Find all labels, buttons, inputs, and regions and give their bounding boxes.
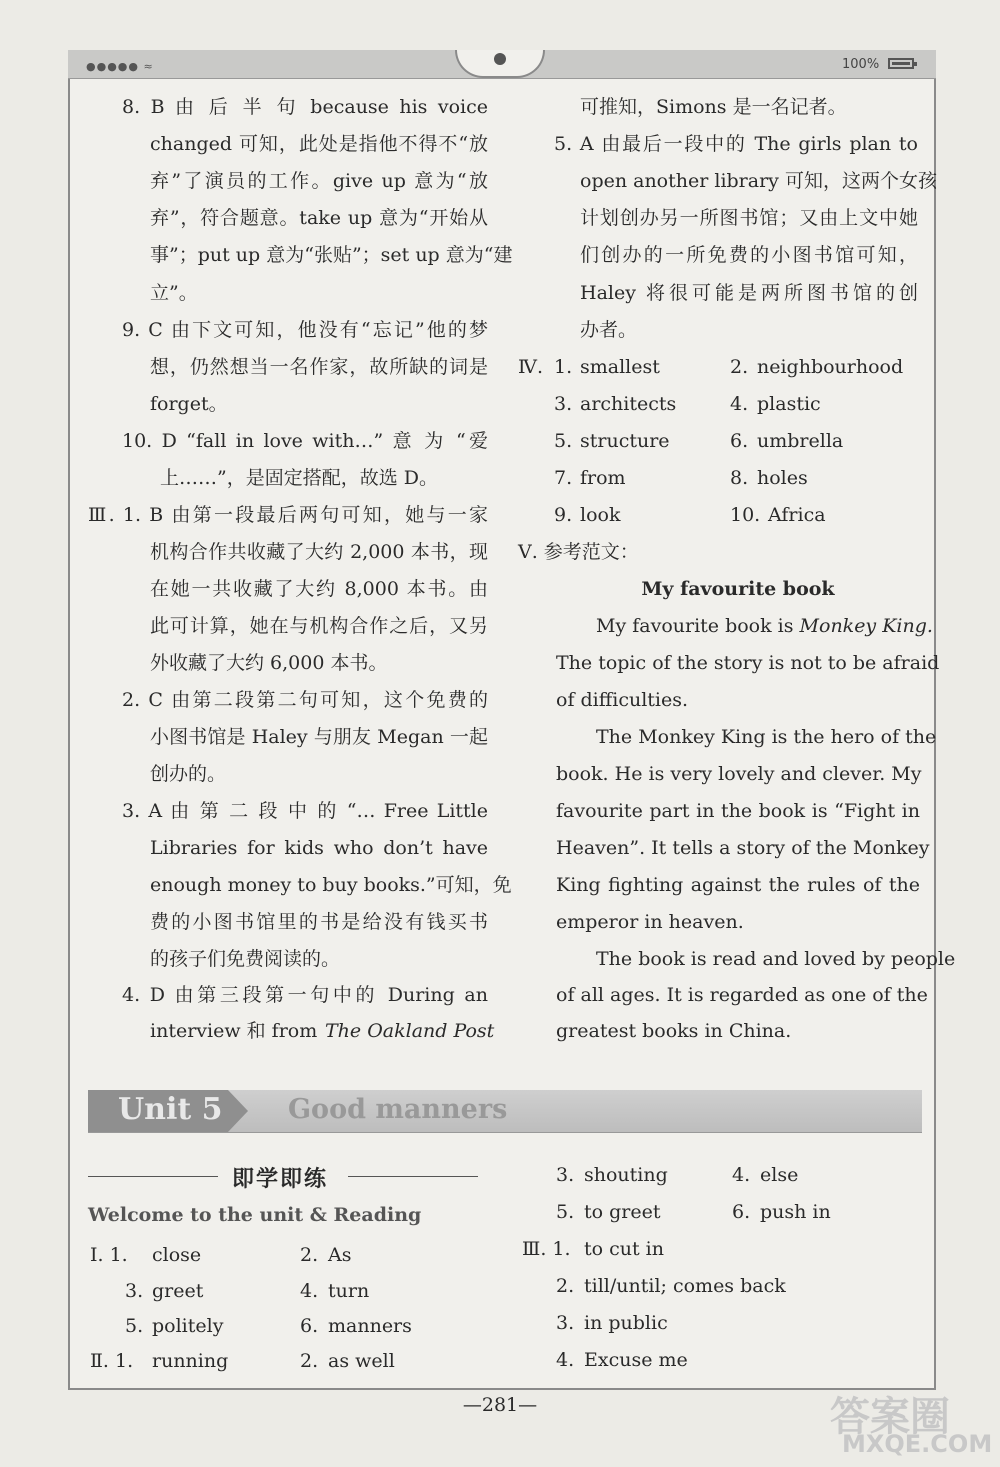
answer-line: 的孩子们免费阅读的。	[150, 948, 341, 970]
item-number: Ⅰ. 1.	[90, 1244, 128, 1266]
answer-line: 8. B 由 后 半 句 because his voice	[122, 96, 488, 118]
essay-line: The topic of the story is not to be afraid	[556, 652, 940, 674]
item-answer: else	[760, 1164, 799, 1186]
essay-line: favourite part in the book is “Fight in	[556, 800, 920, 822]
answer-line: Ⅲ. 1. B 由第一段最后两句可知，她与一家	[88, 504, 488, 526]
answer-line: 外收藏了大约 6,000 本书。	[150, 652, 388, 674]
item-answer: manners	[328, 1315, 412, 1337]
item-answer: to greet	[584, 1201, 661, 1223]
item-number: Ⅱ. 1.	[90, 1350, 134, 1372]
answer-line: 办者。	[580, 319, 638, 341]
essay-line: book. He is very lovely and clever. My	[556, 763, 922, 785]
item-answer: from	[580, 467, 626, 489]
answer-line-italic: The Oakland Post	[325, 1020, 495, 1042]
item-number: 2.	[556, 1275, 575, 1297]
item-number: 4.	[300, 1280, 319, 1302]
item-answer: plastic	[757, 393, 821, 415]
essay-line: The book is read and loved by people	[596, 948, 956, 970]
answer-line: 们创办的一所免费的小图书馆可知，	[580, 244, 918, 266]
answer-line: 在她一共收藏了大约 8,000 本书。由	[150, 578, 488, 600]
answer-line: 弃”，符合题意。take up 意为“开始从	[150, 207, 488, 229]
answer-line: 2. C 由第二段第二句可知，这个免费的	[122, 689, 488, 711]
answer-line: 想，仍然想当一名作家，故所缺的词是	[150, 356, 488, 378]
item-answer: look	[580, 504, 621, 526]
answer-line: 4. D 由第三段第一句中的 During an	[122, 984, 488, 1006]
item-number: 2.	[730, 356, 749, 378]
answer-line: 立”。	[150, 282, 198, 304]
watermark-url: MXQE.COM	[842, 1430, 993, 1458]
item-number: 2.	[300, 1244, 319, 1266]
item-number: 10.	[730, 504, 761, 526]
essay-line	[596, 613, 933, 639]
item-answer: architects	[580, 393, 677, 415]
answer-line: forget。	[150, 393, 228, 415]
heading-rule-right	[348, 1176, 478, 1177]
item-number: 8.	[730, 467, 749, 489]
item-answer: in public	[584, 1312, 668, 1334]
answer-line: 小图书馆是 Haley 与朋友 Megan 一起	[150, 726, 488, 748]
item-number: 5.	[125, 1315, 144, 1337]
answer-line: 费的小图书馆里的书是给没有钱买书	[150, 911, 488, 933]
practice-subheading: Welcome to the unit & Reading	[88, 1204, 422, 1226]
item-answer: structure	[580, 430, 670, 452]
essay-line: The Monkey King is the hero of the	[596, 726, 937, 748]
item-number: 3.	[556, 1312, 575, 1334]
item-number: 7.	[554, 467, 573, 489]
item-answer: as well	[328, 1350, 395, 1372]
answer-line: 弃”了演员的工作。give up 意为“放	[150, 170, 488, 192]
battery-icon	[888, 58, 914, 69]
item-answer: push in	[760, 1201, 831, 1223]
answer-line: 此可计算，她在与机构合作之后，又另	[150, 615, 488, 637]
camera-icon	[494, 53, 506, 65]
watermark-logo: 答案圈	[830, 1394, 950, 1440]
item-answer: Africa	[768, 504, 826, 526]
item-answer: greet	[152, 1280, 204, 1302]
signal-icon: ●●●●● ≈	[86, 60, 154, 73]
answer-line: 可推知，Simons 是一名记者。	[580, 96, 847, 118]
item-answer: umbrella	[757, 430, 844, 452]
item-number: 4.	[556, 1349, 575, 1371]
answer-line: enough money to buy books.”可知，免	[150, 874, 512, 896]
essay-title: My favourite book	[641, 578, 835, 600]
essay-text: My favourite book is	[596, 615, 794, 637]
item-answer: As	[328, 1244, 352, 1266]
answer-line: open another library 可知，这两个女孩	[580, 170, 937, 192]
answer-line: changed 可知，此处是指他不得不“放	[150, 133, 488, 155]
item-number: 1.	[554, 356, 573, 378]
item-answer: till/until; comes back	[584, 1275, 786, 1297]
item-answer: holes	[757, 467, 808, 489]
item-number: 3.	[556, 1164, 575, 1186]
answer-line: Haley 将很可能是两所图书馆的创	[580, 282, 918, 304]
essay-line: greatest books in China.	[556, 1020, 792, 1042]
item-answer: smallest	[580, 356, 660, 378]
section-label: Ⅳ.	[518, 356, 544, 378]
item-number: 4.	[732, 1164, 751, 1186]
answer-line: 上……”，是固定搭配，故选 D。	[160, 467, 438, 489]
item-number: 2.	[300, 1350, 319, 1372]
battery-percent: 100%	[842, 57, 880, 72]
item-answer: shouting	[584, 1164, 668, 1186]
item-number: 6.	[732, 1201, 751, 1223]
item-number: 3.	[554, 393, 573, 415]
item-number: Ⅲ. 1.	[522, 1238, 571, 1260]
answer-line: 创办的。	[150, 763, 227, 785]
item-answer: politely	[152, 1315, 224, 1337]
item-answer: turn	[328, 1280, 370, 1302]
item-answer: Excuse me	[584, 1349, 688, 1371]
answer-line: 计划创办另一所图书馆；又由上文中她	[580, 207, 918, 229]
answer-line: 5. A 由最后一段中的 The girls plan to	[554, 133, 918, 155]
page-number: —281—	[462, 1394, 538, 1416]
item-number: 6.	[730, 430, 749, 452]
item-answer: neighbourhood	[757, 356, 904, 378]
item-number: 4.	[730, 393, 749, 415]
item-number: 3.	[125, 1280, 144, 1302]
answer-line: interview 和 from	[150, 1020, 318, 1042]
essay-line: emperor in heaven.	[556, 911, 744, 933]
answer-line: 10. D “fall in love with…” 意 为 “爱	[122, 430, 488, 452]
answer-line: 9. C 由下文可知，他没有“忘记”他的梦	[122, 319, 488, 341]
answer-line: 事”；put up 意为“张贴”；set up 意为“建	[150, 244, 513, 266]
item-number: 5.	[556, 1201, 575, 1223]
essay-line: of all ages. It is regarded as one of the	[556, 984, 928, 1006]
essay-line: Heaven”. It tells a story of the Monkey	[556, 837, 930, 859]
item-number: 9.	[554, 504, 573, 526]
item-number: 6.	[300, 1315, 319, 1337]
unit-title: Good manners	[288, 1094, 508, 1125]
answer-line: 机构合作共收藏了大约 2,000 本书，现	[150, 541, 488, 563]
practice-heading: 即学即练	[232, 1166, 329, 1192]
answer-line: Libraries for kids who don’t have	[150, 837, 488, 859]
item-answer: to cut in	[584, 1238, 664, 1260]
item-number: 5.	[554, 430, 573, 452]
essay-book-title: Monkey King.	[799, 615, 933, 637]
item-answer: close	[152, 1244, 202, 1266]
essay-line: King fighting against the rules of the	[556, 874, 920, 896]
answer-line: 3. A 由 第 二 段 中 的 “… Free Little	[122, 800, 488, 822]
essay-line: of difficulties.	[556, 689, 689, 711]
section-label: Ⅴ. 参考范文：	[518, 541, 639, 563]
item-answer: running	[152, 1350, 229, 1372]
heading-rule-left	[88, 1176, 218, 1177]
unit-label: Unit 5	[118, 1092, 223, 1127]
